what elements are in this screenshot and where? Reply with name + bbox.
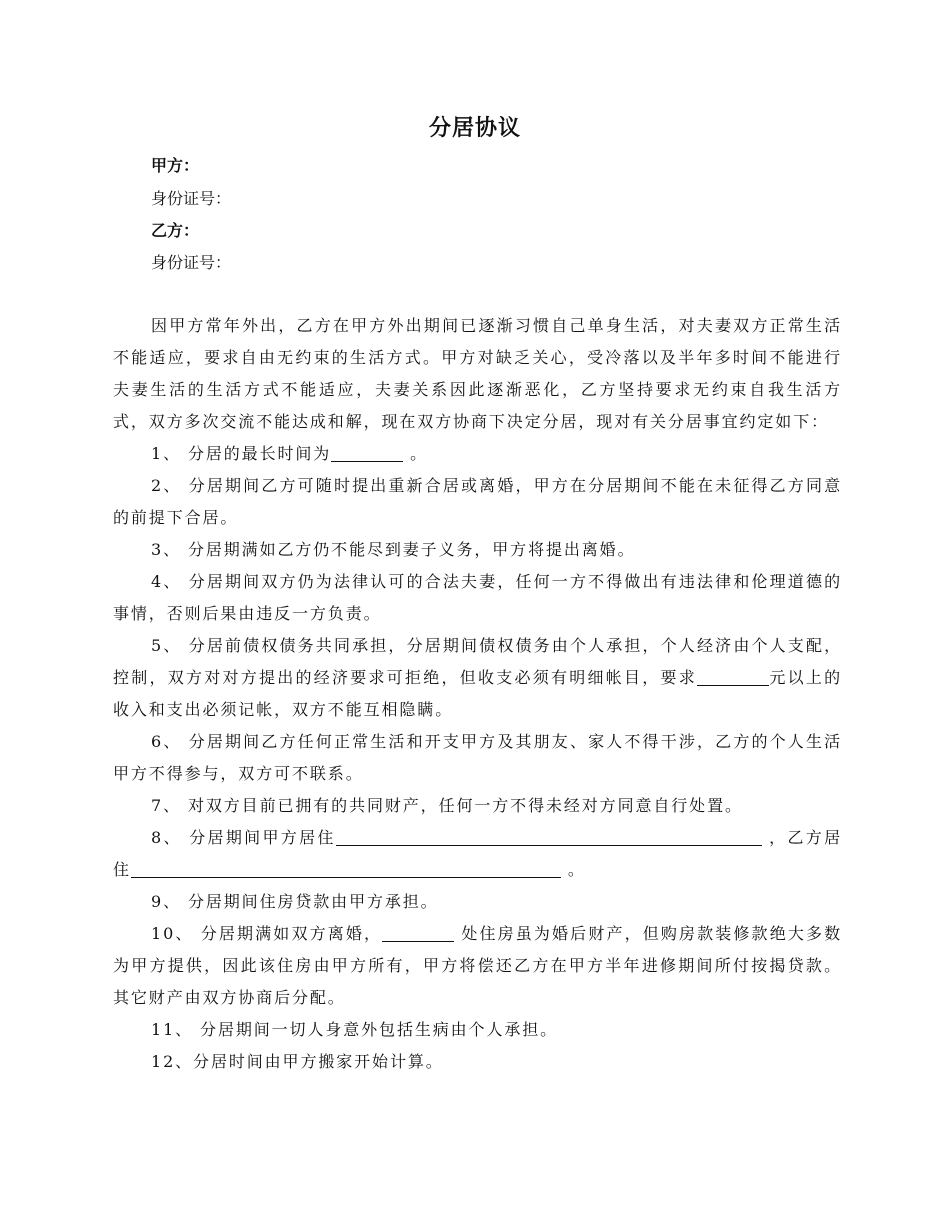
amount-blank bbox=[697, 667, 769, 686]
clause-10-end: 处住房虽为婚后财产，但购房款装修款绝大多数为甲方提供，因此该住房由甲方所有，甲方将偿还乙方在甲方半年进修期间所付按揭贷款。其它财产由双方协商后分配。 bbox=[113, 924, 843, 1007]
max-duration-blank bbox=[331, 443, 403, 462]
party-a-label: 甲方： bbox=[151, 156, 200, 175]
clause-11: 11、 分居期间一切人身意外包括生病由个人承担。 bbox=[151, 1020, 559, 1039]
clause-5 bbox=[113, 630, 842, 726]
document-title: 分居协议 bbox=[428, 115, 521, 141]
clause-1-end: 。 bbox=[403, 444, 429, 463]
clause-6: 6、 分居期间乙方任何正常生活和开支甲方及其朋友、家人不得干涉，乙方的个人生活甲方不得参与，双方可不联系。 bbox=[113, 732, 842, 783]
clause-1-text: 1、 分居的最长时间为 bbox=[151, 444, 332, 463]
clause-8-end: 。 bbox=[560, 860, 586, 879]
intro-paragraph: 因甲方常年外出，乙方在甲方外出期间已逐渐习惯自己单身生活，对夫妻双方正常生活不能适应，要求自由无约束的生活方式。甲方对缺乏关心，受冷落以及半年多时间不能进行夫妻生活的生活方式不能适应，夫妻关系因此逐渐恶化，乙方坚持要求无约束自我生活方式，双方多次交流不能达成和解，现在双方协商下决定分居，现对有关分居事宜约定如下： bbox=[113, 316, 842, 431]
clause-12: 12、分居时间由甲方搬家开始计算。 bbox=[151, 1052, 444, 1071]
clause-10 bbox=[113, 918, 842, 1014]
clause-8 bbox=[113, 822, 842, 886]
clause-7: 7、 对双方目前已拥有的共同财产，任何一方不得未经对方同意自行处置。 bbox=[151, 796, 743, 815]
clause-9: 9、 分居期间住房贷款由甲方承担。 bbox=[151, 892, 439, 911]
clause-5-text: 5、 分居前债权债务共同承担，分居期间债权债务由个人承担，个人经济由个人支配，控制，双方对对方提出的经济要求可拒绝，但收支必须有明细帐目，要求 bbox=[113, 636, 842, 687]
party-b-residence-blank bbox=[131, 859, 561, 878]
party-b-id-label: 身份证号： bbox=[151, 253, 232, 272]
clause-4: 4、 分居期间双方仍为法律认可的合法夫妻，任何一方不得做出有违法律和伦理道德的事情，否则后果由违反一方负责。 bbox=[113, 572, 842, 623]
clause-3: 3、 分居期满如乙方仍不能尽到妻子义务，甲方将提出离婚。 bbox=[151, 540, 636, 559]
party-a-residence-blank bbox=[336, 827, 762, 846]
clause-5-end: 元以上的收入和支出必须记帐，双方不能互相隐瞒。 bbox=[113, 668, 842, 719]
property-address-blank bbox=[382, 923, 454, 942]
agreement-body bbox=[113, 310, 842, 1078]
clause-8-mid: ，乙方居住 bbox=[113, 828, 842, 879]
clause-8-text: 8、 分居期间甲方居住 bbox=[151, 828, 336, 847]
party-b-label: 乙方： bbox=[151, 221, 200, 240]
party-a-id-label: 身份证号： bbox=[151, 189, 232, 208]
clause-2: 2、 分居期间乙方可随时提出重新合居或离婚，甲方在分居期间不能在未征得乙方同意的前提下合居。 bbox=[113, 476, 842, 527]
clause-10-text: 10、 分居期满如双方离婚， bbox=[151, 924, 383, 943]
clause-1 bbox=[113, 438, 842, 470]
